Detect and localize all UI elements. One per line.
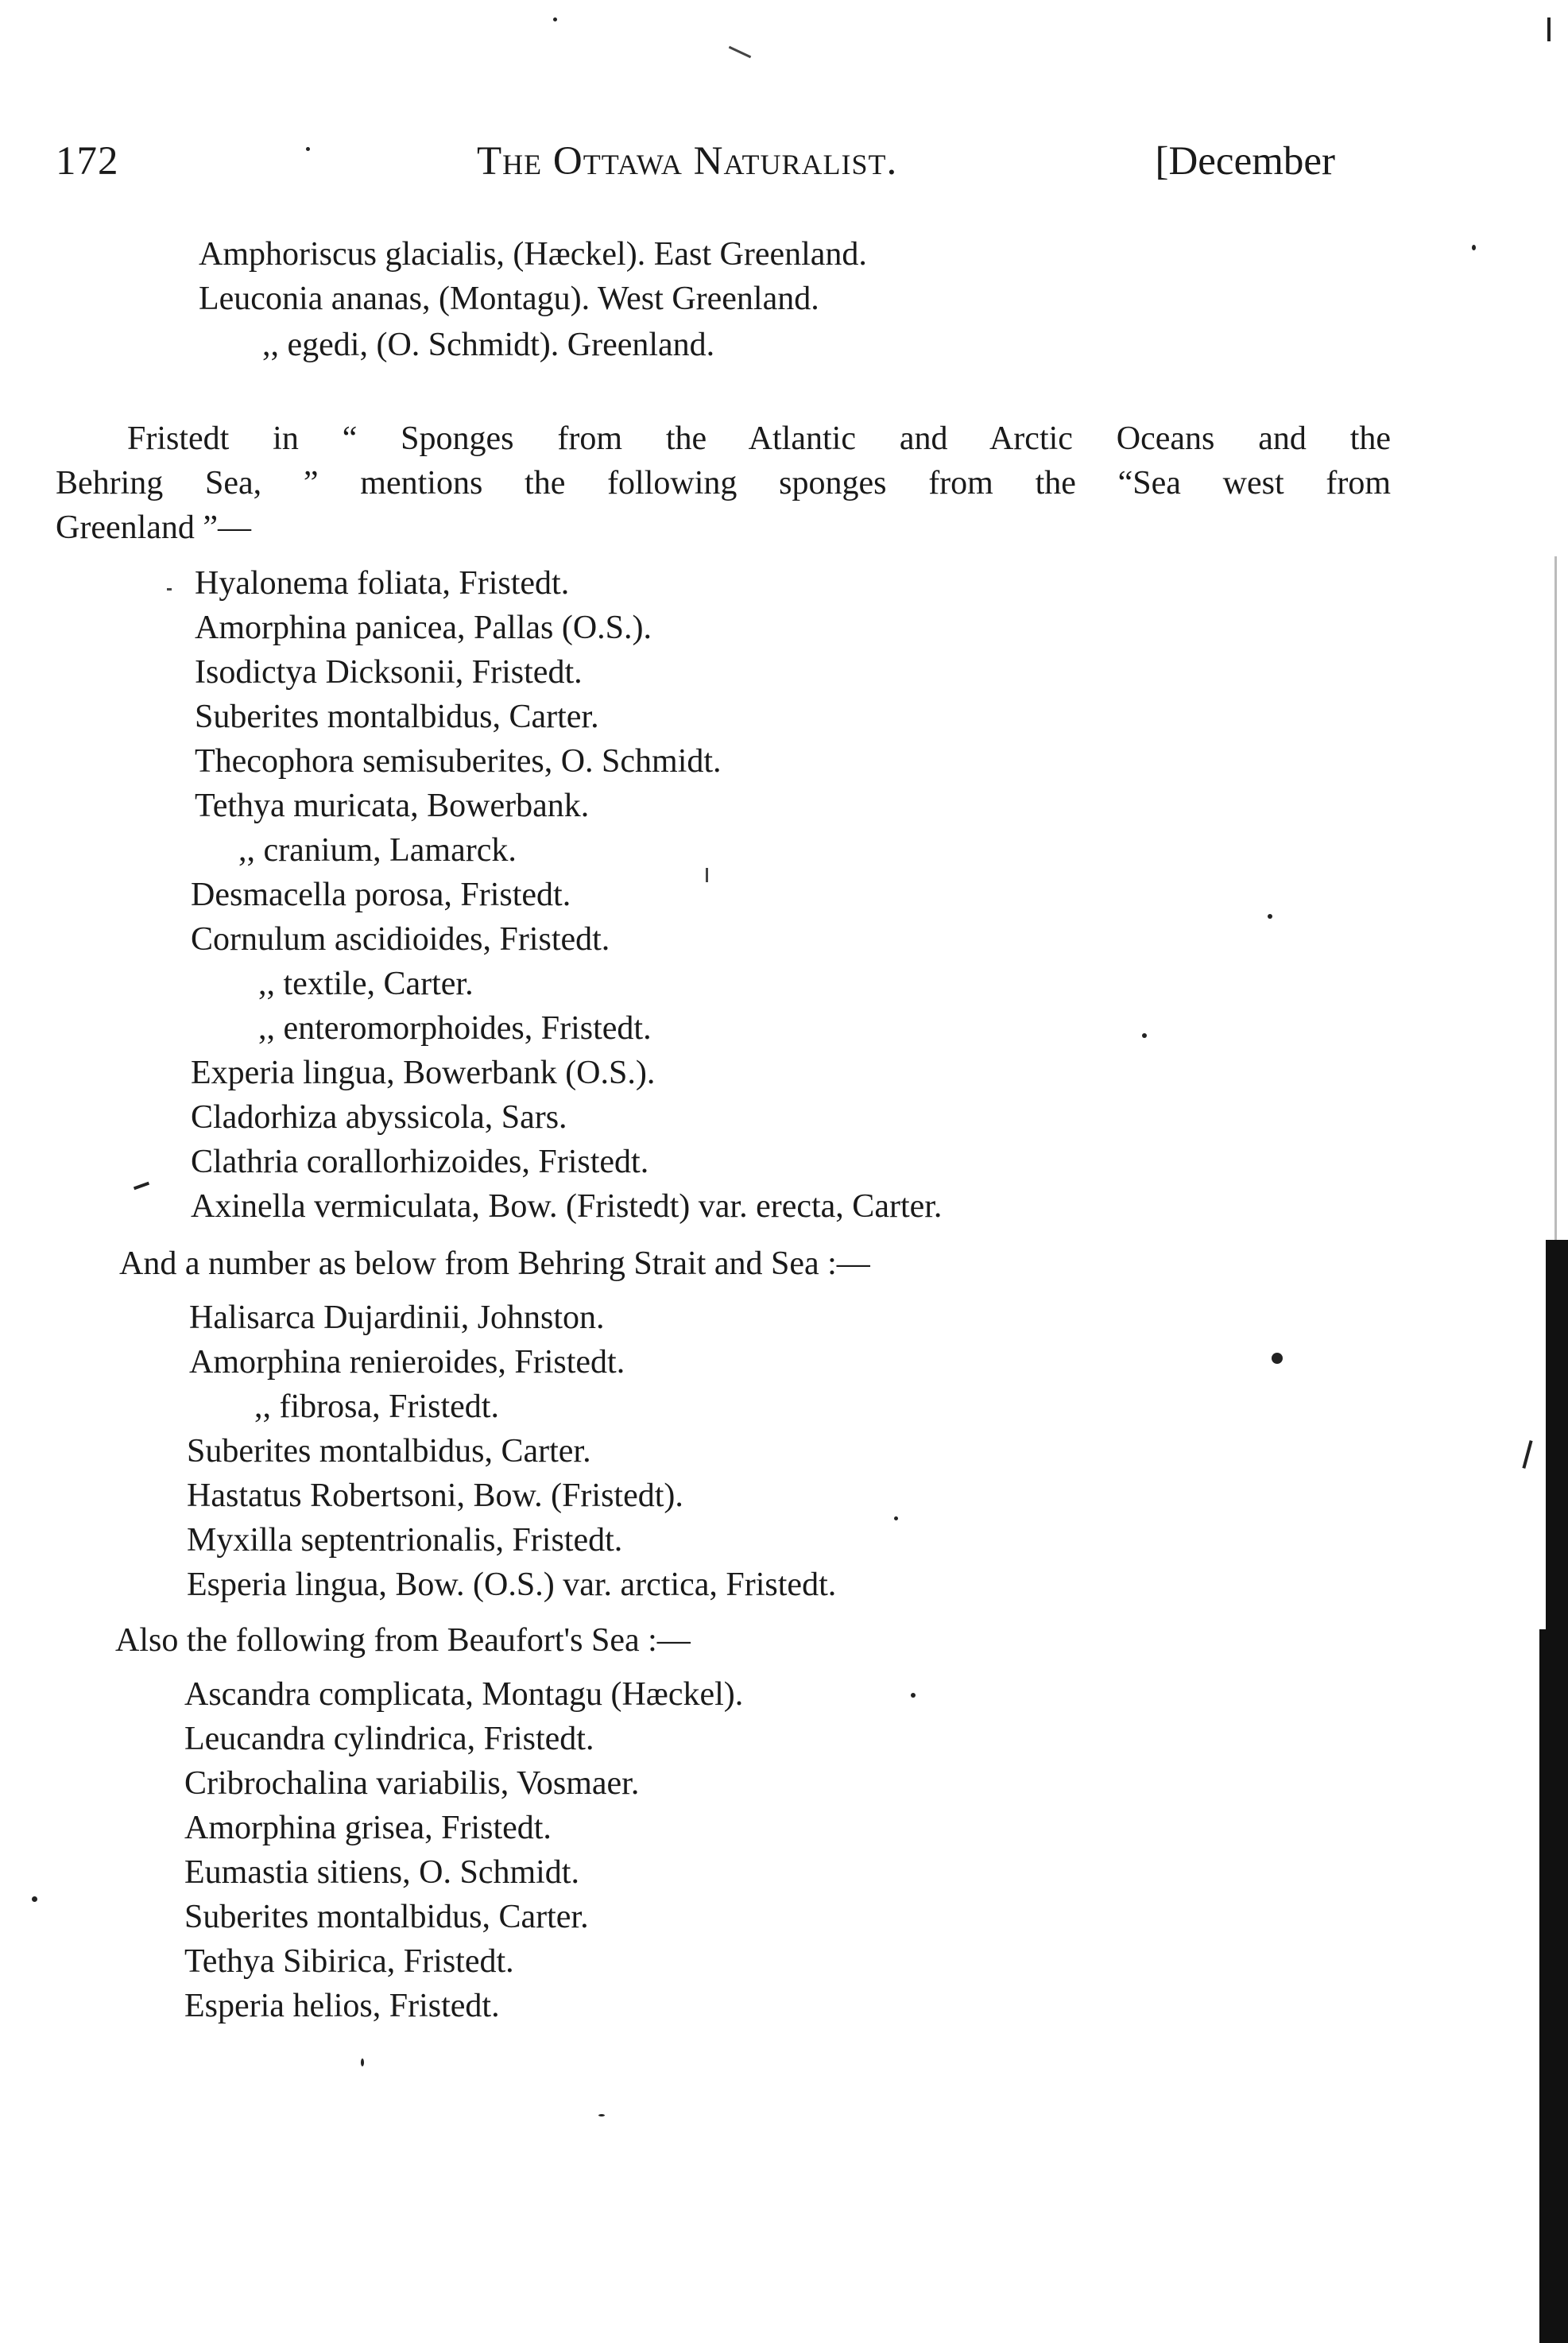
scan-mark [1522,1440,1532,1469]
list-item: Suberites montalbidus, Carter. [184,1899,589,1935]
journal-title: The Ottawa Naturalist. [477,139,898,184]
paragraph-line: Fristedt in “ Sponges from the Atlantic and Arctic Oceans and the [127,420,1391,457]
list-item: Axinella vermiculata, Bow. (Fristedt) var. erecta, Carter. [191,1188,943,1225]
list-item: ,, textile, Carter. [258,966,474,1002]
list-item: ,, cranium, Lamarck. [238,832,517,869]
section-intro: And a number as below from Behring Strait and Sea :— [119,1245,870,1282]
list-item: Eumastia sitiens, O. Schmidt. [184,1854,579,1891]
list-item: ,, egedi, (O. Schmidt). Greenland. [262,327,715,363]
list-item: Desmacella porosa, Fristedt. [191,877,571,913]
scan-mark [706,868,708,882]
list-item: Amphoriscus glacialis, (Hæckel). East Greenland. [199,236,867,273]
list-item: Cornulum ascidioides, Fristedt. [191,921,610,958]
list-item: Amorphina panicea, Pallas (O.S.). [195,610,652,646]
scan-speck [1472,245,1476,250]
page-number: 172 [56,139,119,184]
section-intro: Also the following from Beaufort's Sea :— [115,1622,691,1659]
list-item: Myxilla septentrionalis, Fristedt. [187,1522,623,1559]
scan-edge-line [1554,556,1557,1240]
list-item: Tethya Sibirica, Fristedt. [184,1943,514,1980]
running-header [56,134,1335,189]
scan-speck [553,17,557,21]
list-item: Halisarca Dujardinii, Johnston. [189,1299,605,1336]
header-month: [December [1155,139,1335,184]
list-item: Suberites montalbidus, Carter. [195,699,599,735]
scan-speck [306,147,310,151]
scan-speck [361,2058,364,2066]
scan-speck [1268,914,1272,919]
list-item: Experia lingua, Bowerbank (O.S.). [191,1055,656,1091]
scan-speck [1272,1353,1283,1364]
list-item: Leucandra cylindrica, Fristedt. [184,1721,594,1757]
list-item: Tethya muricata, Bowerbank. [195,788,590,824]
paragraph-line: Behring Sea, ” mentions the following sponges from the “Sea west from [56,465,1391,502]
scan-speck [1142,1033,1147,1038]
paragraph-line: Greenland ”— [56,509,252,546]
list-item: Amorphina grisea, Fristedt. [184,1810,552,1846]
list-item: Esperia helios, Fristedt. [184,1988,500,2024]
list-item: Cribrochalina variabilis, Vosmaer. [184,1765,640,1802]
scan-speck [911,1693,916,1698]
scan-mark [167,588,172,591]
list-item: Cladorhiza abyssicola, Sars. [191,1099,567,1136]
scan-speck [894,1516,898,1520]
list-item: Clathria corallorhizoides, Fristedt. [191,1144,649,1180]
list-item: Thecophora semisuberites, O. Schmidt. [195,743,722,780]
scan-speck [598,2114,605,2116]
list-item: Leuconia ananas, (Montagu). West Greenland. [199,281,819,317]
list-item: Esperia lingua, Bow. (O.S.) var. arctica, Fristedt. [187,1567,837,1603]
list-item: Amorphina renieroides, Fristedt. [189,1344,625,1381]
list-item: Hyalonema foliata, Fristedt. [195,565,570,602]
list-item: Isodictya Dicksonii, Fristedt. [195,654,583,691]
list-item: Hastatus Robertsoni, Bow. (Fristedt). [187,1477,683,1514]
scan-speck [32,1896,37,1902]
scan-mark [729,46,751,58]
list-item: ,, enteromorphoides, Fristedt. [258,1010,652,1047]
list-item: Ascandra complicata, Montagu (Hæckel). [184,1676,744,1713]
scan-edge-shadow [1539,1629,1568,2343]
list-item: Suberites montalbidus, Carter. [187,1433,591,1470]
list-item: ,, fibrosa, Fristedt. [254,1388,499,1425]
scan-mark [1547,17,1551,41]
scan-mark [134,1182,149,1191]
